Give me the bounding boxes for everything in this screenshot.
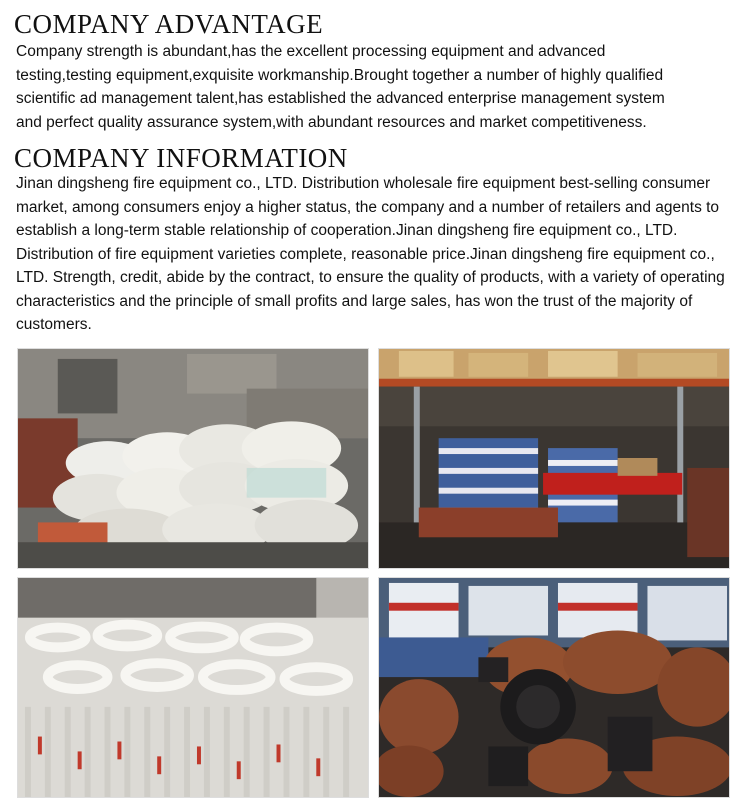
advantage-paragraph: [16, 40, 665, 134]
information-line: Distribution of fire equipment varieties complete, reasonable price.Jinan dingsheng fire equipment co.,: [16, 245, 715, 263]
information-heading: COMPANY INFORMATION: [14, 143, 348, 173]
information-line: market, among consumers enjoy a higher status, the company and a number of retailers and agents to: [16, 198, 720, 216]
advantage-line: testing,testing equipment,exquisite workmanship.Brought together a number of highly qualified: [16, 66, 664, 84]
advantage-line: Company strength is abundant,has the excellent processing equipment and advanced: [16, 43, 606, 60]
information-line: Jinan dingsheng fire equipment co., LTD. Distribution wholesale fire equipment best-selling consumer: [16, 175, 711, 192]
advantage-line: and perfect quality assurance system,with abundant resources and market competitiveness.: [16, 113, 647, 131]
information-line: customers.: [16, 316, 92, 333]
advantage-heading: COMPANY ADVANTAGE: [14, 9, 324, 39]
information-line: establish a long-term stable relationship of cooperation.Jinan dingsheng fire equipment co., LTD.: [16, 222, 678, 239]
wrapped-valves-photo: [378, 577, 730, 798]
boxed-stock-shelves-photo: [378, 348, 730, 569]
information-line: LTD. Strength, credit, abide by the contract, to ensure the quality of products, with a variety of operating: [16, 269, 725, 286]
advantage-line: scientific ad management talent,has established the advanced enterprise management system: [16, 90, 665, 107]
information-paragraph: [16, 172, 725, 337]
information-line: characteristics and the principle of small profits and large sales, has won the trust of the majority of: [16, 292, 693, 310]
warehouse-sacks-photo: [17, 348, 369, 569]
rolled-fire-hoses-photo: [17, 577, 369, 798]
